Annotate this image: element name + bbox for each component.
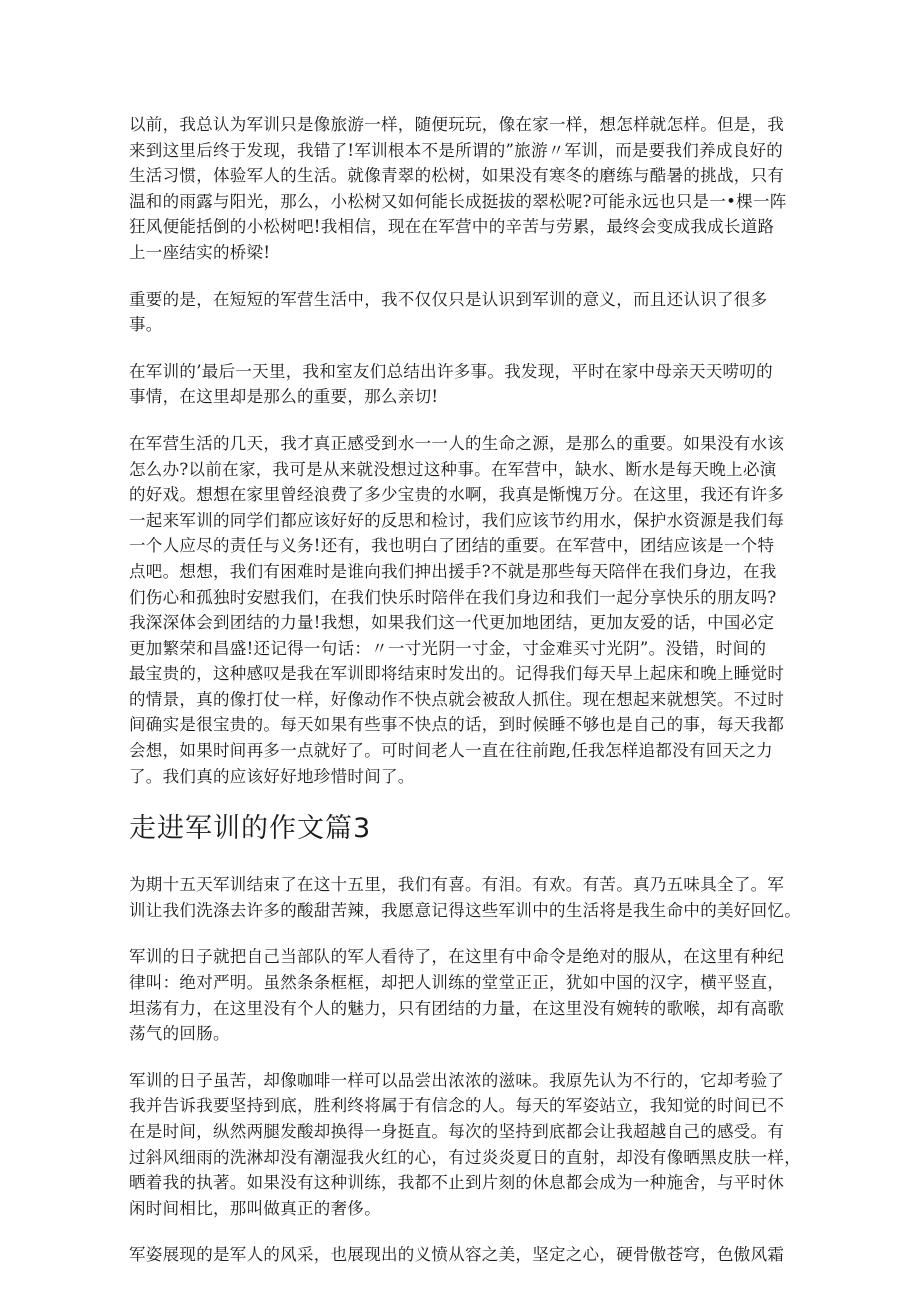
text-line: 在军营生活的几天，我才真正感受到水一一人的生命之源，是那么的重要。如果没有水该 (129, 433, 785, 453)
text-line: 荡气的回肠。 (129, 1024, 230, 1044)
text-line: 事。 (129, 315, 163, 335)
text-line: 在是时间，纵然两腿发酸却换得一身挺直。每次的坚持到底都会让我超越自己的感受。有 (129, 1122, 785, 1141)
text-line: 我并告诉我要坚持到底，胜利终将属于有信念的人。每天的军姿站立，我知觉的时间已不 (129, 1096, 785, 1116)
text-line: 重要的是，在短短的军营生活中，我不仅仅只是认识到军训的意义，而且还认识了很多 (129, 289, 768, 309)
text-line: 事情，在这里却是那么的重要，那么亲切! (129, 387, 439, 407)
text-line: 军姿展现的是军人的风采，也展现出的义愤从容之美，坚定之心，硬骨傲苍穹，色傲风霜 (129, 1245, 785, 1265)
text-line: 一个人应尽的责任与义务!还有，我也明白了团结的重要。在军营中，团结应该是一个特 (129, 536, 775, 556)
paragraph (129, 431, 799, 789)
text-line: 军训的日子就把自己当部队的军人看待了，在这里有中命令是绝对的服从，在这里有种纪 (129, 947, 785, 967)
paragraph (129, 287, 799, 338)
text-line: 晒着我的执著。如果没有这种训练，我都不止到片刻的休息都会成为一种施舍，与平时休 (129, 1173, 785, 1193)
paragraph (129, 1068, 799, 1222)
text-line: 在军训的’最后一天里，我和室友们总结出许多事。我发现，平时在家中母亲天天唠叨的 (129, 361, 773, 381)
paragraph (129, 872, 799, 923)
text-line: 以前，我总认为军训只是像旅游一样，随便玩玩，像在家一样，想怎样就怎样。但是，我 (129, 115, 785, 134)
text-line: 的好戏。想想在家里曾经浪费了多少宝贵的水啊，我真是惭愧万分。在这里，我还有许多 (129, 485, 785, 505)
section-heading: 走进军训的作文篇3 (129, 813, 372, 845)
text-line: 我深深体会到团结的力量!我想，如果我们这一代更加地团结，更加友爱的话，中国必定 (129, 613, 775, 633)
text-line: 狂风便能括倒的小松树吧!我相信，现在在军营中的辛苦与劳累，最终会变成我成长道路 (129, 217, 775, 237)
document-body (129, 112, 799, 1268)
text-line: 会想，如果时间再多一点就好了。可时间老人一直在往前跑,任我怎样追都没有回天之力 (129, 741, 773, 761)
text-line: 生活习惯，体验军人的生活。就像青翠的松树，如果没有寒冬的磨练与酷暑的挑战，只有 (129, 166, 785, 186)
text-line: 为期十五天军训结束了在这十五里，我们有喜。有泪。有欢。有苦。真乃五味具全了。军 (129, 875, 785, 895)
text-line: 闲时间相比，那叫做真正的奢侈。 (129, 1198, 381, 1218)
paragraph (129, 1242, 799, 1268)
text-line: 过斜风细雨的洗淋却没有潮湿我火红的心，有过炎炎夏日的直射，却没有像晒黑皮肤一样， (129, 1147, 801, 1167)
paragraph (129, 944, 799, 1046)
text-line: 的情景，真的像打仗一样，好像动作不快点就会被敌人抓住。现在想起来就想笑。不过时 (129, 689, 785, 709)
text-line: 间确实是很宝贵的。每天如果有些事不快点的话，到时候睡不够也是自己的事，每天我都 (129, 715, 785, 735)
text-line: 上一座结实的桥梁! (129, 242, 271, 262)
text-line: 更加繁荣和昌盛!还记得一句话：〃一寸光阴一寸金，寸金难买寸光阴”。没错，时间的 (129, 638, 767, 658)
text-line: 了。我们真的应该好好地珍惜时间了。 (129, 766, 415, 786)
text-line: 一起来军训的同学们都应该好好的反思和检讨，我们应该节约用水，保护水资源是我们每 (129, 510, 785, 530)
text-line: 最宝贵的，这种感叹是我在军训即将结束时发出的。记得我们每天早上起床和晚上睡觉时 (129, 664, 785, 684)
paragraph (129, 112, 799, 266)
text-line: 温和的雨露与阳光，那么，小松树又如何能长成挺拔的翠松呢?可能永远也只是一•棵一阵 (129, 191, 787, 211)
paragraph (129, 359, 799, 410)
text-line: 律叫：绝对严明。虽然条条框框，却把人训练的堂堂正正，犹如中国的汉字，横平竖直， (129, 973, 785, 993)
text-line: 训让我们洗涤去许多的酸甜苦辣，我愿意记得这些军训中的生活将是我生命中的美好回忆。 (129, 900, 801, 920)
text-line: 点吧。想想，我们有困难时是谁向我们抻出援手?不就是那些每天陪伴在我们身边，在我 (129, 561, 777, 581)
text-line: 来到这里后终于发现，我错了!军训根本不是所谓的”旅游〃军训，而是要我们养成良好的 (129, 140, 784, 160)
text-line: 怎么办?以前在家，我可是从来就没想过这种事。在军营中，缺水、断水是每天晚上必演 (129, 459, 777, 479)
text-line: 们伤心和孤独时安慰我们，在我们快乐时陪伴在我们身边和我们一起分享快乐的朋友吗? (129, 587, 777, 607)
text-line: 坦荡有力，在这里没有个人的魅力，只有团结的力量，在这里没有婉转的歌喉，却有高歌 (129, 998, 785, 1018)
text-line: 军训的日子虽苦，却像咖啡一样可以品尝出浓浓的滋味。我原先认为不行的，它却考验了 (129, 1070, 785, 1090)
